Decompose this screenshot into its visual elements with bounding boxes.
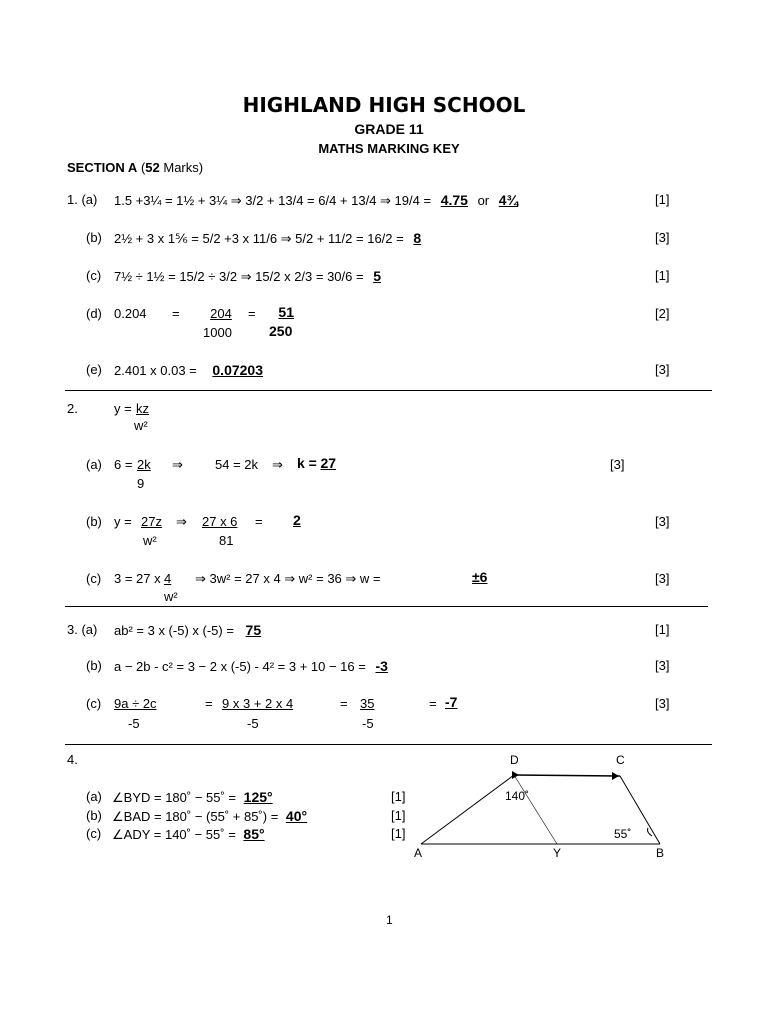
q3a-mark: [1] — [655, 622, 670, 637]
q2b-arrow: ⇒ — [176, 514, 187, 529]
q1a-label: 1. (a) — [67, 192, 98, 207]
vertex-d-label: D — [510, 753, 519, 767]
q3c-eq2: = — [340, 696, 348, 711]
q2c-working: ⇒ 3w² = 27 x 4 ⇒ w² = 36 ⇒ w = — [195, 571, 381, 586]
vertex-y-label: Y — [553, 846, 562, 860]
q3a-working: ab² = 3 x (-5) x (-5) = — [114, 623, 234, 638]
q2a-arrow2: ⇒ — [272, 457, 283, 472]
q1d-denominator: 1000 — [203, 325, 232, 340]
q2a-arrow1: ⇒ — [172, 457, 183, 472]
q2a-k-label: k = — [297, 455, 317, 471]
q1d-numerator: 204 — [210, 306, 232, 321]
q4c-answer: 85° — [243, 826, 265, 842]
q2a-numerator: 2k — [137, 457, 151, 472]
q2c-label: (c) — [86, 571, 102, 586]
q3c-eq1: = — [205, 696, 213, 711]
q4-label: 4. — [67, 752, 78, 767]
q2a-step: 54 = 2k — [215, 457, 259, 472]
q4a-mark: [1] — [391, 789, 406, 804]
q2b-denominator-2: 81 — [219, 533, 234, 548]
q2b-numerator-1: 27z — [141, 514, 162, 529]
line-dc — [514, 775, 620, 776]
q1e-mark: [3] — [655, 362, 670, 377]
section-marks-open: ( — [140, 160, 146, 175]
q1d-answer-denominator: 250 — [269, 323, 293, 339]
q1a-answer-alt: 4¾ — [498, 192, 519, 208]
q4a-answer: 125° — [243, 789, 273, 805]
q4b-working: ∠BAD = 180˚ − (55˚ + 85˚) = — [112, 809, 279, 824]
vertex-a-label: A — [414, 846, 423, 860]
q2b-answer: 2 — [293, 512, 301, 528]
q1b-mark: [3] — [655, 230, 670, 245]
q2a-answer: 27 — [320, 455, 337, 471]
angle-b-label: 55˚ — [614, 827, 632, 841]
q1a-working: 1.5 +3¼ = 1½ + 3¼ ⇒ 3/2 + 13/4 = 6/4 + 13/4 ⇒ 19/4 = — [114, 193, 432, 208]
q3c-label: (c) — [86, 696, 102, 711]
page-number: 1 — [386, 913, 393, 927]
vertex-c-label: C — [616, 753, 625, 767]
q3a-label: 3. (a) — [67, 622, 98, 637]
q1d-answer-numerator: 51 — [278, 304, 294, 320]
q4a-label: (a) — [86, 789, 102, 804]
q4a-working: ∠BYD = 180˚ − 55˚ = — [112, 790, 237, 805]
q1a-or: or — [477, 193, 490, 208]
q2a-lhs: 6 = — [114, 457, 133, 472]
q2b-lhs: y = — [114, 514, 132, 529]
q3c-numerator-3: 35 — [360, 696, 375, 711]
q1d-eq1: = — [172, 306, 180, 321]
q2a-mark: [3] — [610, 457, 625, 472]
q2-formula-lhs: y = — [114, 401, 132, 416]
q3b-mark: [3] — [655, 658, 670, 673]
line-dy — [514, 775, 557, 844]
q3b-label: (b) — [86, 658, 102, 673]
q2c-answer: ±6 — [472, 569, 488, 585]
q3a-answer: 75 — [245, 622, 262, 638]
arrow-dc-end — [612, 772, 619, 780]
q4b-label: (b) — [86, 808, 102, 823]
q1e-working: 2.401 x 0.03 = — [114, 363, 197, 378]
q4b-mark: [1] — [391, 808, 406, 823]
q4c-label: (c) — [86, 826, 102, 841]
q2a-denominator: 9 — [137, 476, 145, 491]
q3c-denominator-3: -5 — [362, 716, 374, 731]
document-title: MATHS MARKING KEY — [318, 141, 460, 156]
q1a-answer: 4.75 — [440, 192, 468, 208]
q2a-label: (a) — [86, 457, 102, 472]
section-label: SECTION A — [67, 160, 138, 175]
angle-d-label: 140˚ — [505, 789, 530, 803]
q1d-mark: [2] — [655, 306, 670, 321]
q4c-working: ∠ADY = 140˚ − 55˚ = — [112, 827, 236, 842]
q2c-denominator: w² — [164, 589, 178, 604]
q2c-mark: [3] — [655, 571, 670, 586]
q2-formula-numerator: kz — [136, 401, 149, 416]
q3c-mark: [3] — [655, 696, 670, 711]
section-marks-rest: Marks) — [159, 160, 204, 175]
q2-formula-denominator: w² — [134, 418, 148, 433]
section-marks-num: 52 — [145, 160, 160, 175]
q1a-mark: [1] — [655, 192, 670, 207]
q3b-answer: -3 — [375, 658, 388, 674]
q1d-eq2: = — [248, 306, 256, 321]
q1c-label: (c) — [86, 268, 102, 283]
q2b-label: (b) — [86, 514, 102, 529]
q1c-answer: 5 — [373, 268, 382, 284]
q2b-mark: [3] — [655, 514, 670, 529]
q2b-numerator-2: 27 x 6 — [202, 514, 238, 529]
q1c-mark: [1] — [655, 268, 670, 283]
q1e-answer: 0.07203 — [212, 362, 263, 378]
q3c-numerator-2: 9 x 3 + 2 x 4 — [222, 696, 294, 711]
q1b-working: 2½ + 3 x 1⅚ = 5/2 +3 x 11/6 ⇒ 5/2 + 11/2 = 16/2 = — [114, 231, 404, 246]
q4c-mark: [1] — [391, 826, 406, 841]
q3c-eq3: = — [429, 696, 437, 711]
q3c-numerator-1: 9a ÷ 2c — [114, 696, 157, 711]
line-ad — [421, 775, 514, 844]
grade-heading: GRADE 11 — [354, 121, 424, 137]
school-name: HIGHLAND HIGH SCHOOL — [242, 93, 526, 117]
q2c-lhs: 3 = 27 x — [114, 571, 161, 586]
q1e-label: (e) — [86, 362, 102, 377]
q2b-eq: = — [255, 514, 263, 529]
q3c-answer: -7 — [445, 694, 458, 710]
q1d-label: (d) — [86, 306, 102, 321]
q2b-denominator-1: w² — [143, 533, 157, 548]
q1b-label: (b) — [86, 230, 102, 245]
q4b-answer: 40° — [285, 808, 308, 824]
q3b-working: a − 2b - c² = 3 − 2 x (-5) - 4² = 3 + 10 − 16 = — [114, 659, 366, 674]
q1b-answer: 8 — [413, 230, 422, 246]
q1c-working: 7½ ÷ 1½ = 15/2 ÷ 3/2 ⇒ 15/2 x 2/3 = 30/6 = — [114, 269, 364, 284]
q2-label: 2. — [67, 401, 78, 416]
q1d-lhs: 0.204 — [114, 306, 147, 321]
q3c-denominator-2: -5 — [247, 716, 259, 731]
vertex-b-label: B — [656, 846, 665, 860]
q2c-numerator: 4 — [164, 571, 172, 586]
q3c-denominator-1: -5 — [128, 716, 140, 731]
